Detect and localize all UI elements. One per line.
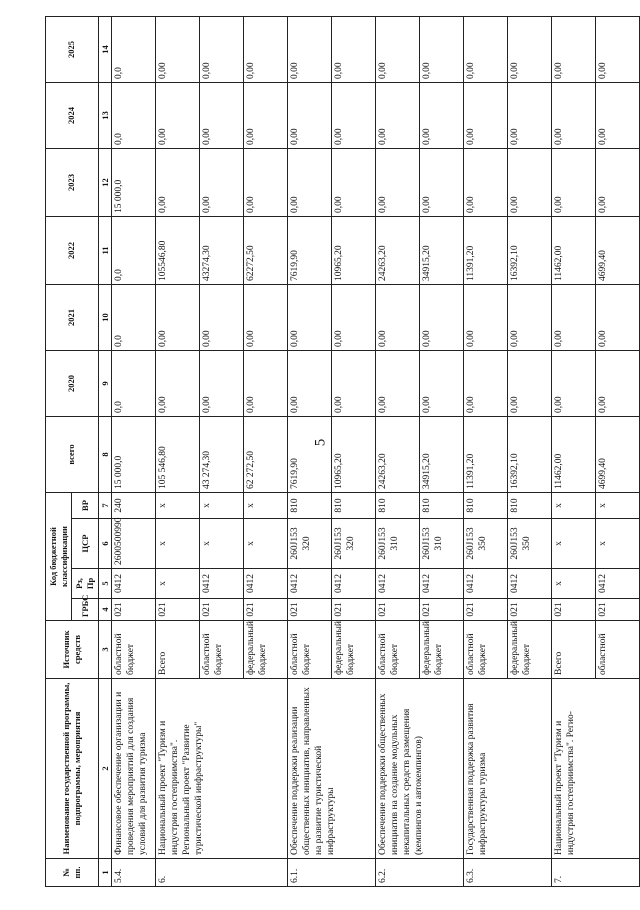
header-year: 2020 bbox=[46, 351, 99, 417]
year-cell: 0,00 bbox=[464, 149, 508, 217]
year-cell: 7619,90 bbox=[288, 217, 332, 285]
csr-cell: x bbox=[552, 519, 596, 569]
column-index: 3 bbox=[98, 621, 112, 679]
year-cell: 0,00 bbox=[156, 17, 200, 83]
year-cell: 0,00 bbox=[288, 149, 332, 217]
source-cell: Всего bbox=[156, 621, 200, 679]
item-number: 7. bbox=[552, 859, 640, 887]
column-index-row bbox=[98, 17, 112, 887]
page-number: 5 bbox=[312, 438, 329, 447]
year-cell: 0,00 bbox=[376, 351, 420, 417]
header-year: 2021 bbox=[46, 285, 99, 351]
year-cell: 0,00 bbox=[552, 83, 596, 149]
year-cell: 0,00 bbox=[332, 83, 376, 149]
year-cell: 0,00 bbox=[420, 285, 464, 351]
year-cell: 0,00 bbox=[464, 351, 508, 417]
table-row bbox=[376, 17, 420, 887]
item-number: 6.1. bbox=[288, 859, 376, 887]
header-year: 2023 bbox=[46, 149, 99, 217]
grbs-cell: 021 bbox=[332, 599, 376, 621]
item-name: Обеспечение поддержки реализации общественных инициатив, направленных на развитие туристической инфраструктуры bbox=[288, 679, 376, 859]
source-cell: федеральный бюджет bbox=[420, 621, 464, 679]
total-cell: 11391,20 bbox=[464, 417, 508, 493]
grbs-cell: 021 bbox=[420, 599, 464, 621]
source-cell: областной бюджет bbox=[464, 621, 508, 679]
item-number: 6.3. bbox=[464, 859, 552, 887]
table-row bbox=[464, 17, 508, 887]
grbs-cell: 021 bbox=[288, 599, 332, 621]
header-name: Наименование государственной программы, подпрограммы, мероприятия bbox=[46, 679, 99, 859]
year-cell: 0,00 bbox=[288, 351, 332, 417]
source-cell: федеральный бюджет bbox=[508, 621, 552, 679]
header-total: всего bbox=[46, 417, 99, 493]
item-number: 5.4. bbox=[112, 859, 156, 887]
csr-cell: x bbox=[244, 519, 288, 569]
year-cell: 0,00 bbox=[244, 285, 288, 351]
csr-cell: x bbox=[156, 519, 200, 569]
rzpr-cell: 0412 bbox=[288, 569, 332, 599]
csr-cell: 260J153 320 bbox=[332, 519, 376, 569]
header-year: 2022 bbox=[46, 217, 99, 285]
rzpr-cell: 0412 bbox=[420, 569, 464, 599]
csr-cell: 260J153 310 bbox=[420, 519, 464, 569]
header-year: 2024 bbox=[46, 83, 99, 149]
rzpr-cell: 0412 bbox=[200, 569, 244, 599]
grbs-cell: 021 bbox=[112, 599, 156, 621]
header-code-group: Код бюджетной классификации bbox=[46, 493, 72, 621]
total-cell: 24263,20 bbox=[376, 417, 420, 493]
table-header bbox=[46, 17, 112, 887]
year-cell: 0,0 bbox=[112, 217, 156, 285]
year-cell: 0,00 bbox=[508, 17, 552, 83]
csr-cell: 260J153 350 bbox=[508, 519, 552, 569]
year-cell: 0,0 bbox=[112, 83, 156, 149]
year-cell: 0,00 bbox=[464, 285, 508, 351]
vr-cell: 810 bbox=[508, 493, 552, 519]
vr-cell: 810 bbox=[464, 493, 508, 519]
grbs-cell: 021 bbox=[156, 599, 200, 621]
column-index: 8 bbox=[98, 417, 112, 493]
total-cell: 11462,00 bbox=[552, 417, 596, 493]
vr-cell: x bbox=[200, 493, 244, 519]
year-cell: 0,00 bbox=[596, 83, 640, 149]
vr-cell: 810 bbox=[332, 493, 376, 519]
column-index: 13 bbox=[98, 83, 112, 149]
year-cell: 0,00 bbox=[464, 83, 508, 149]
year-cell: 0,00 bbox=[244, 83, 288, 149]
year-cell: 0,00 bbox=[508, 149, 552, 217]
year-cell: 0,00 bbox=[376, 83, 420, 149]
year-cell: 0,00 bbox=[332, 351, 376, 417]
grbs-cell: 021 bbox=[552, 599, 596, 621]
total-cell: 4699,40 bbox=[596, 417, 640, 493]
vr-cell: x bbox=[552, 493, 596, 519]
year-cell: 11462,00 bbox=[552, 217, 596, 285]
year-cell: 0,00 bbox=[552, 17, 596, 83]
item-name: Финансовое обеспечение организации и проведения мероприятий для создания условий для развития туризма bbox=[112, 679, 156, 859]
column-index: 11 bbox=[98, 217, 112, 285]
year-cell: 105546,80 bbox=[156, 217, 200, 285]
table-body bbox=[112, 17, 640, 887]
year-cell: 16392,10 bbox=[508, 217, 552, 285]
year-cell: 10965,20 bbox=[332, 217, 376, 285]
rzpr-cell: 0412 bbox=[464, 569, 508, 599]
year-cell: 43274,30 bbox=[200, 217, 244, 285]
header-year: 2025 bbox=[46, 17, 99, 83]
year-cell: 0,00 bbox=[596, 351, 640, 417]
vr-cell: 810 bbox=[376, 493, 420, 519]
column-index: 5 bbox=[98, 569, 112, 599]
item-name: Национальный проект "Туризм и индустрия гостеприимства". Регио- bbox=[552, 679, 640, 859]
year-cell: 0,00 bbox=[156, 351, 200, 417]
year-cell: 0,00 bbox=[332, 149, 376, 217]
rzpr-cell: 0412 bbox=[376, 569, 420, 599]
rzpr-cell: 0412 bbox=[112, 569, 156, 599]
header-grbs: ГРБС bbox=[72, 599, 98, 621]
year-cell: 0,00 bbox=[420, 351, 464, 417]
item-number: 6.2. bbox=[376, 859, 464, 887]
year-cell: 0,00 bbox=[376, 149, 420, 217]
column-index: 9 bbox=[98, 351, 112, 417]
year-cell: 0,00 bbox=[552, 351, 596, 417]
total-cell: 105 546,80 bbox=[156, 417, 200, 493]
year-cell: 34915,20 bbox=[420, 217, 464, 285]
rotated-table-wrapper bbox=[45, 17, 609, 887]
column-index: 14 bbox=[98, 17, 112, 83]
year-cell: 0,00 bbox=[244, 17, 288, 83]
source-cell: областной бюджет bbox=[376, 621, 420, 679]
year-cell: 0,00 bbox=[156, 83, 200, 149]
year-cell: 0,00 bbox=[376, 285, 420, 351]
csr-cell: x bbox=[596, 519, 640, 569]
total-cell: 7619,90 bbox=[288, 417, 332, 493]
year-cell: 0,00 bbox=[200, 149, 244, 217]
year-cell: 0,00 bbox=[508, 285, 552, 351]
year-cell: 0,00 bbox=[376, 17, 420, 83]
year-cell: 0,00 bbox=[552, 285, 596, 351]
table-row bbox=[552, 17, 596, 887]
year-cell: 62272,50 bbox=[244, 217, 288, 285]
rzpr-cell: 0412 bbox=[332, 569, 376, 599]
year-cell: 0,00 bbox=[596, 17, 640, 83]
grbs-cell: 021 bbox=[244, 599, 288, 621]
rzpr-cell: 0412 bbox=[244, 569, 288, 599]
year-cell: 24263,20 bbox=[376, 217, 420, 285]
item-name: Национальный проект "Туризм и индустрия гостеприимства". Региональный проект "Развитие туристической инфраструктуры" bbox=[156, 679, 288, 859]
column-index: 2 bbox=[98, 679, 112, 859]
year-cell: 0,00 bbox=[420, 17, 464, 83]
source-cell: областной бюджет bbox=[200, 621, 244, 679]
year-cell: 15 000,0 bbox=[112, 149, 156, 217]
csr-cell: 260J153 310 bbox=[376, 519, 420, 569]
csr-cell: x bbox=[200, 519, 244, 569]
vr-cell: 810 bbox=[288, 493, 332, 519]
year-cell: 11391,20 bbox=[464, 217, 508, 285]
year-cell: 0,00 bbox=[200, 83, 244, 149]
year-cell: 0,00 bbox=[420, 83, 464, 149]
year-cell: 0,00 bbox=[200, 285, 244, 351]
column-index: 1 bbox=[98, 859, 112, 887]
source-cell: областной бюджет bbox=[112, 621, 156, 679]
total-cell: 43 274,30 bbox=[200, 417, 244, 493]
table-row bbox=[156, 17, 200, 887]
rzpr-cell: 0412 bbox=[508, 569, 552, 599]
header-csr: ЦСР bbox=[72, 519, 98, 569]
rzpr-cell: x bbox=[156, 569, 200, 599]
year-cell: 0,00 bbox=[332, 285, 376, 351]
year-cell: 0,00 bbox=[288, 17, 332, 83]
header-source: Источник средств bbox=[46, 621, 99, 679]
source-cell: федеральный бюджет bbox=[244, 621, 288, 679]
year-cell: 0,00 bbox=[508, 83, 552, 149]
total-cell: 34915,20 bbox=[420, 417, 464, 493]
year-cell: 0,00 bbox=[596, 149, 640, 217]
year-cell: 0,00 bbox=[156, 285, 200, 351]
column-index: 4 bbox=[98, 599, 112, 621]
csr-cell: 260J153 350 bbox=[464, 519, 508, 569]
csr-cell: 2600500990 bbox=[112, 519, 156, 569]
year-cell: 0,00 bbox=[200, 17, 244, 83]
vr-cell: x bbox=[244, 493, 288, 519]
column-index: 12 bbox=[98, 149, 112, 217]
year-cell: 0,00 bbox=[420, 149, 464, 217]
year-cell: 4699,40 bbox=[596, 217, 640, 285]
grbs-cell: 021 bbox=[376, 599, 420, 621]
grbs-cell: 021 bbox=[508, 599, 552, 621]
rzpr-cell: x bbox=[552, 569, 596, 599]
header-vr: ВР bbox=[72, 493, 98, 519]
column-index: 6 bbox=[98, 519, 112, 569]
year-cell: 0,0 bbox=[112, 17, 156, 83]
rzpr-cell: 0412 bbox=[596, 569, 640, 599]
source-cell: областной bbox=[596, 621, 640, 679]
year-cell: 0,0 bbox=[112, 285, 156, 351]
year-cell: 0,00 bbox=[596, 285, 640, 351]
vr-cell: x bbox=[156, 493, 200, 519]
header-num: № пп. bbox=[46, 859, 99, 887]
grbs-cell: 021 bbox=[200, 599, 244, 621]
grbs-cell: 021 bbox=[596, 599, 640, 621]
source-cell: областной бюджет bbox=[288, 621, 332, 679]
item-name: Государственная поддержка развития инфраструктуры туризма bbox=[464, 679, 552, 859]
budget-table bbox=[45, 16, 640, 887]
year-cell: 0,00 bbox=[244, 149, 288, 217]
header-rzpr: Рз, Пр bbox=[72, 569, 98, 599]
item-number: 6. bbox=[156, 859, 288, 887]
total-cell: 15 000,0 bbox=[112, 417, 156, 493]
vr-cell: x bbox=[596, 493, 640, 519]
vr-cell: 810 bbox=[420, 493, 464, 519]
table-row bbox=[112, 17, 156, 887]
item-name: Обеспечение поддержки общественных инициатив на создание модульных некапитальных средств размещения (кемпингов и автокемпингов) bbox=[376, 679, 464, 859]
year-cell: 0,00 bbox=[288, 285, 332, 351]
year-cell: 0,00 bbox=[332, 17, 376, 83]
column-index: 7 bbox=[98, 493, 112, 519]
source-cell: Всего bbox=[552, 621, 596, 679]
total-cell: 10965,20 bbox=[332, 417, 376, 493]
column-index: 10 bbox=[98, 285, 112, 351]
total-cell: 62 272,50 bbox=[244, 417, 288, 493]
csr-cell: 260J153 320 bbox=[288, 519, 332, 569]
vr-cell: 240 bbox=[112, 493, 156, 519]
year-cell: 0,00 bbox=[156, 149, 200, 217]
grbs-cell: 021 bbox=[464, 599, 508, 621]
total-cell: 16392,10 bbox=[508, 417, 552, 493]
year-cell: 0,00 bbox=[552, 149, 596, 217]
year-cell: 0,00 bbox=[464, 17, 508, 83]
year-cell: 0,00 bbox=[508, 351, 552, 417]
source-cell: федеральный бюджет bbox=[332, 621, 376, 679]
year-cell: 0,00 bbox=[288, 83, 332, 149]
year-cell: 0,0 bbox=[112, 351, 156, 417]
year-cell: 0,00 bbox=[200, 351, 244, 417]
table-row bbox=[288, 17, 332, 887]
year-cell: 0,00 bbox=[244, 351, 288, 417]
